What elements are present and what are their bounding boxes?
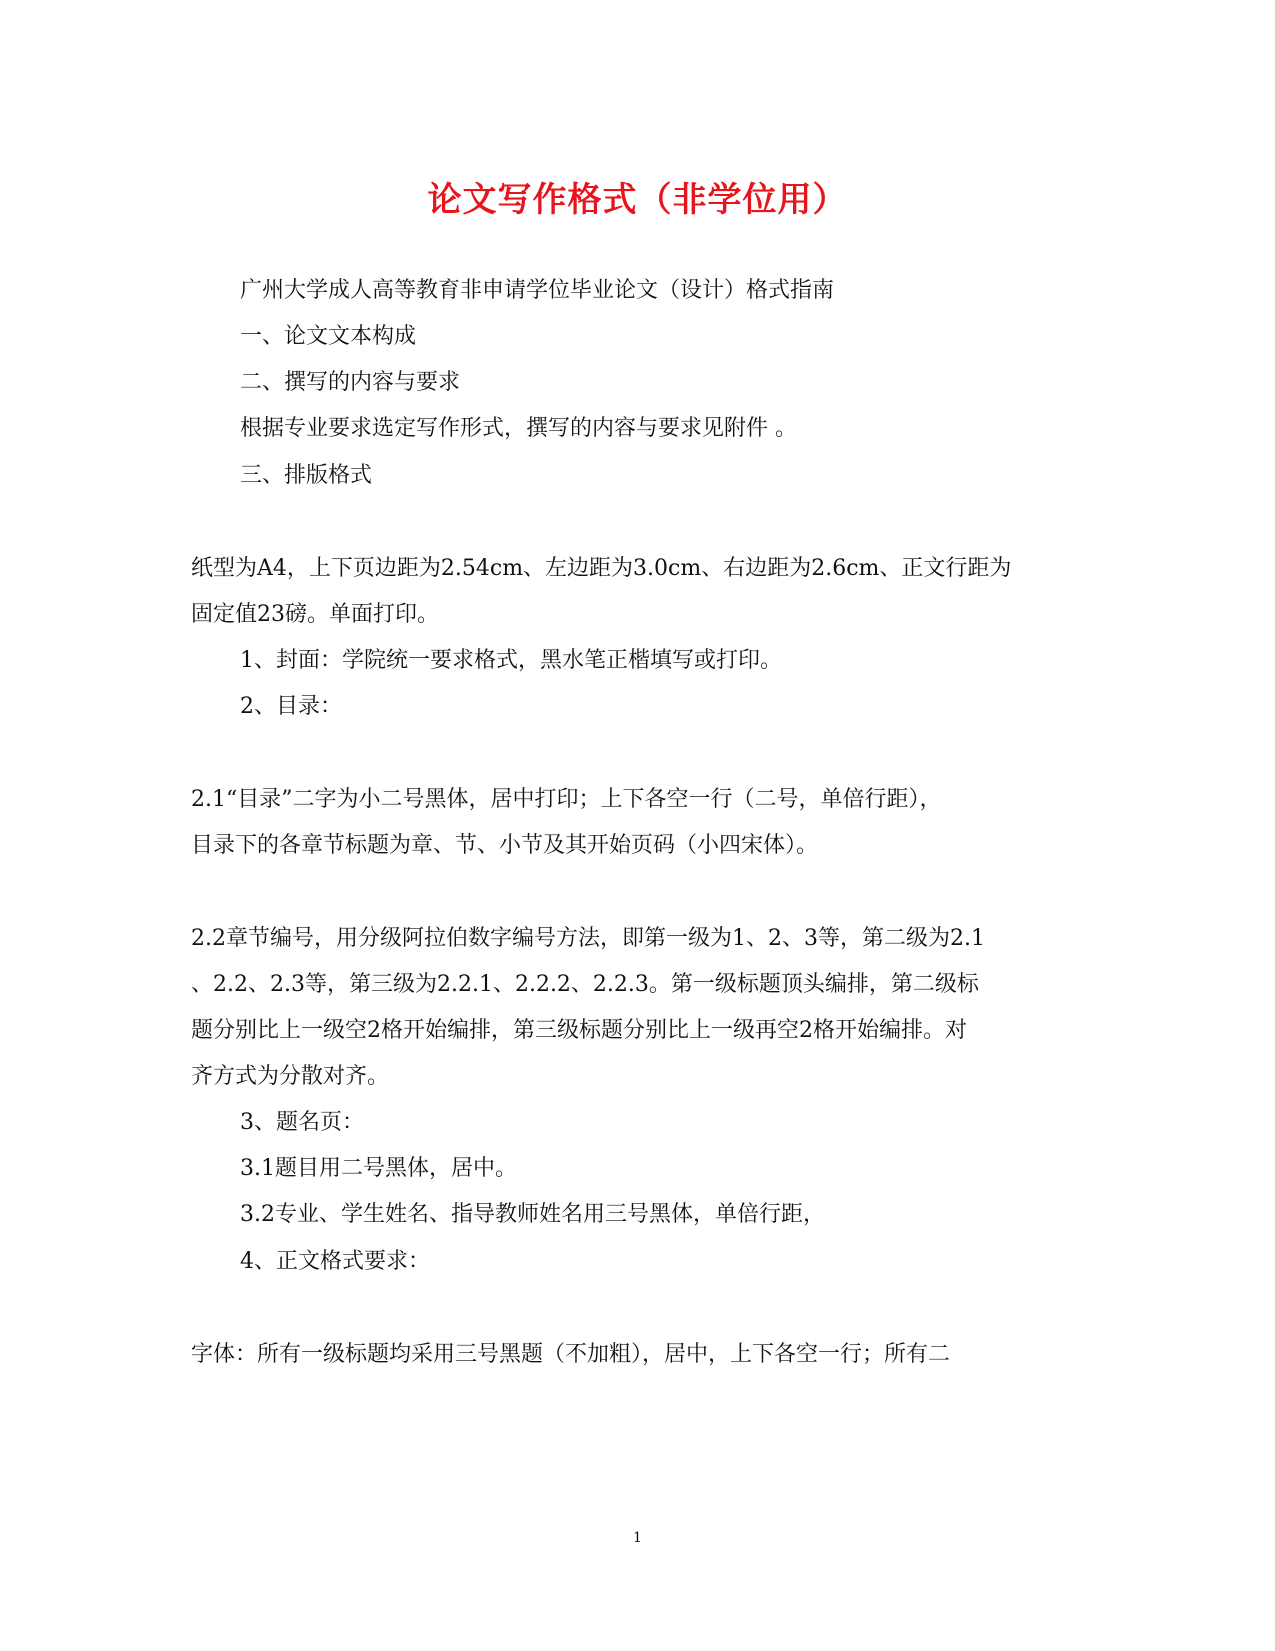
paragraph-line: 齐方式为分散对齐。	[191, 1064, 390, 1089]
list-item: 2、目录：	[240, 694, 342, 719]
document-title: 论文写作格式（非学位用）	[427, 180, 848, 220]
section-heading: 三、排版格式	[240, 463, 373, 488]
paragraph-line: 根据专业要求选定写作形式，撰写的内容与要求见附件 。	[240, 416, 797, 441]
paragraph-line: 字体：所有一级标题均采用三号黑题（不加粗），居中，上下各空一行；所有二	[191, 1342, 951, 1367]
list-item: 3.1题目用二号黑体，居中。	[240, 1156, 517, 1181]
paragraph-line: 题分别比上一级空2格开始编排，第三级标题分别比上一级再空2格开始编排。对	[191, 1018, 967, 1043]
page-number: 1	[633, 1530, 642, 1546]
section-heading: 一、论文文本构成	[240, 324, 417, 349]
list-item: 3、题名页：	[240, 1110, 364, 1135]
paragraph-line: 2.2章节编号，用分级阿拉伯数字编号方法，即第一级为1、2、3等，第二级为2.1	[191, 926, 985, 951]
list-item: 1、封面：学院统一要求格式，黑水笔正楷填写或打印。	[240, 648, 782, 673]
paragraph-line: 纸型为A4，上下页边距为2.54cm、左边距为3.0cm、右边距为2.6cm、正文行距为	[191, 556, 1012, 581]
paragraph-line: 目录下的各章节标题为章、节、小节及其开始页码（小四宋体）。	[191, 833, 819, 858]
paragraph-line: 、2.2、2.3等，第三级为2.2.1、2.2.2、2.2.3。第一级标题顶头编排，第二级标	[191, 972, 979, 997]
list-item: 3.2专业、学生姓名、指导教师姓名用三号黑体，单倍行距，	[240, 1202, 825, 1227]
subtitle-line: 广州大学成人高等教育非申请学位毕业论文（设计）格式指南	[240, 278, 835, 303]
section-heading: 二、撰写的内容与要求	[240, 370, 461, 395]
paragraph-line: 固定值23磅。单面打印。	[191, 602, 439, 627]
list-item: 4、正文格式要求：	[240, 1249, 430, 1274]
paragraph-line: 2.1“目录”二字为小二号黑体，居中打印；上下各空一行（二号，单倍行距），	[191, 787, 942, 812]
